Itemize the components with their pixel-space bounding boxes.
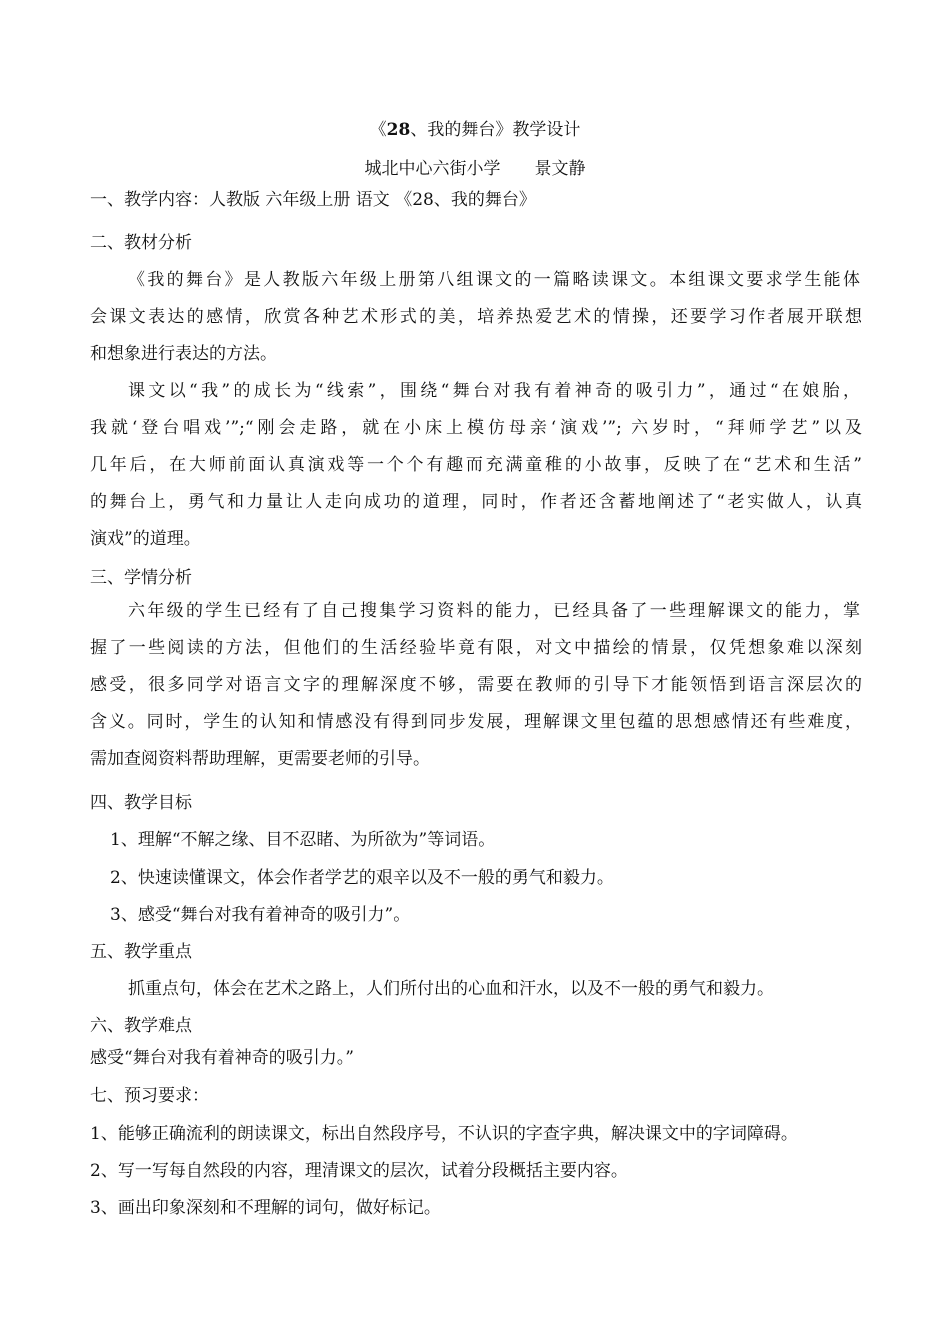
prep-item-1: 1、能够正确流利的朗读课文，标出自然段序号，不认识的字查字典，解决课文中的字词障碍。: [90, 1124, 798, 1144]
analysis-p2-line-3: 几年后，在大师前面认真演戏等一个个有趣而充满童稚的小故事，反映了在“艺术和生活”: [90, 455, 862, 475]
section-1-heading: 一、教学内容：人教版 六年级上册 语文 《28、我的舞台》: [90, 190, 536, 210]
focus-paragraph: 抓重点句，体会在艺术之路上，人们所付出的心血和汗水，以及不一般的勇气和毅力。: [128, 979, 774, 999]
difficulty-paragraph: 感受“舞台对我有着神奇的吸引力。”: [90, 1048, 354, 1068]
section-4-heading: 四、教学目标: [90, 793, 192, 813]
title-rest: 、我的舞台》教学设计: [410, 120, 581, 140]
goal-item-1: 1、理解“不解之缘、目不忍睹、为所欲为”等词语。: [110, 830, 496, 850]
author-line: 城北中心六街小学 景文静: [364, 159, 586, 179]
title-number: 28: [386, 120, 411, 140]
analysis-p1-line-2: 会课文表达的感情，欣赏各种艺术形式的美，培养热爱艺术的情操，还要学习作者展开联想: [90, 307, 862, 327]
analysis-p1-line-3: 和想象进行表达的方法。: [90, 344, 277, 364]
title-prefix: 《: [369, 120, 387, 140]
students-line-4: 含义。同时，学生的认知和情感没有得到同步发展，理解课文里包蕴的思想感情还有些难度，: [90, 712, 862, 732]
document-title: [0, 118, 950, 142]
goal-item-2: 2、快速读懂课文，体会作者学艺的艰辛以及不一般的勇气和毅力。: [110, 868, 614, 888]
analysis-p2-line-2: 我就‘登台唱戏’”;“刚会走路，就在小床上模仿母亲‘演戏’”; 六岁时，“拜师学艺”以及: [90, 418, 862, 438]
analysis-p2-line-5: 演戏”的道理。: [90, 529, 201, 549]
students-line-5: 需加查阅资料帮助理解，更需要老师的引导。: [90, 749, 430, 769]
section-5-heading: 五、教学重点: [90, 942, 192, 962]
analysis-p1-line-1: 《我的舞台》是人教版六年级上册第八组课文的一篇略读课文。本组课文要求学生能体: [128, 270, 860, 290]
students-line-3: 感受，很多同学对语言文字的理解深度不够，需要在教师的引导下才能领悟到语言深层次的: [90, 675, 862, 695]
section-7-heading: 七、预习要求：: [90, 1086, 209, 1106]
section-2-heading: 二、教材分析: [90, 233, 192, 253]
students-line-1: 六年级的学生已经有了自己搜集学习资料的能力，已经具备了一些理解课文的能力，掌: [128, 601, 860, 621]
analysis-p2-line-1: 课文以“我”的成长为“线索”，围绕“舞台对我有着神奇的吸引力”，通过“在娘胎，: [128, 381, 860, 401]
analysis-p2-line-4: 的舞台上，勇气和力量让人走向成功的道理，同时，作者还含蓄地阐述了“老实做人，认真: [90, 492, 862, 512]
students-line-2: 握了一些阅读的方法，但他们的生活经验毕竟有限，对文中描绘的情景，仅凭想象难以深刻: [90, 638, 862, 658]
section-6-heading: 六、教学难点: [90, 1016, 192, 1036]
section-3-heading: 三、学情分析: [90, 568, 192, 588]
goal-item-3: 3、感受“舞台对我有着神奇的吸引力”。: [110, 905, 411, 925]
prep-item-2: 2、写一写每自然段的内容，理清课文的层次，试着分段概括主要内容。: [90, 1161, 628, 1181]
prep-item-3: 3、画出印象深刻和不理解的词句，做好标记。: [90, 1198, 441, 1218]
